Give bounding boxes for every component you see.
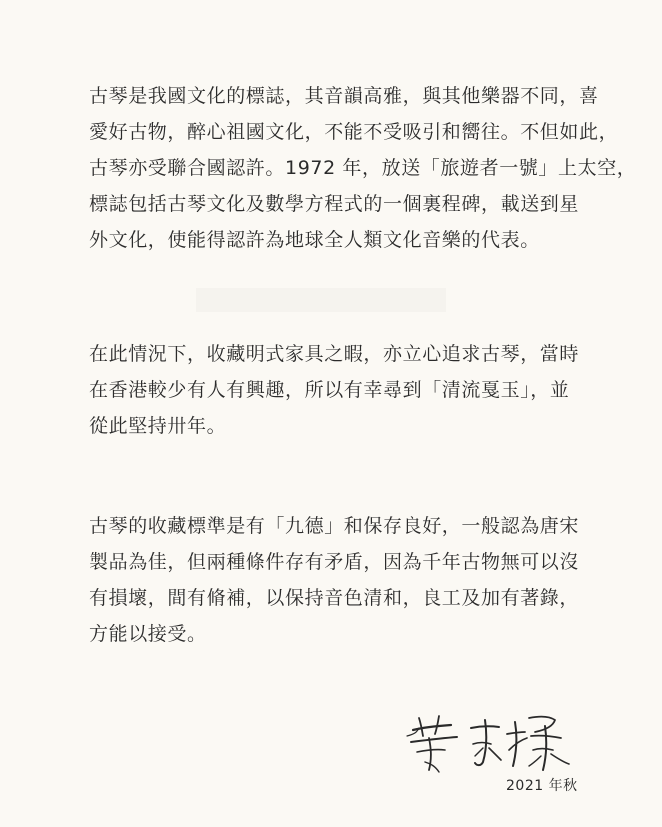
- paragraph-line: 有損壞，間有脩補，以保持音色清和，良工及加有著錄，: [89, 587, 580, 609]
- paragraph-line: 外文化，使能得認許為地球全人類文化音樂的代表。: [89, 229, 540, 251]
- paragraph-line: 在香港較少有人有興趣，所以有幸尋到「清流戛玉」，並: [89, 379, 570, 401]
- handwritten-signature: [405, 700, 585, 780]
- paragraph-3: [89, 508, 589, 652]
- paragraph-line: 古琴是我國文化的標誌，其音韻高雅，與其他樂器不同，喜: [89, 85, 599, 107]
- date-text: 2021 年秋: [506, 778, 578, 794]
- signature-drawing: [405, 700, 585, 780]
- paragraph-line: 方能以接受。: [89, 623, 207, 645]
- paragraph-line: 標誌包括古琴文化及數學方程式的一個裏程碑，載送到星: [89, 193, 580, 215]
- faint-background-mark: [196, 288, 446, 312]
- paragraph-line: 愛好古物，醉心祖國文化，不能不受吸引和嚮往。不但如此，: [89, 121, 619, 143]
- paragraph-line: 製品為佳，但兩種條件存有矛盾，因為千年古物無可以沒: [89, 551, 580, 573]
- paragraph-2: [89, 336, 589, 444]
- paragraph-1: [89, 78, 637, 258]
- paragraph-line: 古琴的收藏標準是有「九德」和保存良好，一般認為唐宋: [89, 515, 580, 537]
- paragraph-line: 在此情況下，收藏明式家具之暇，亦立心追求古琴，當時: [89, 343, 580, 365]
- paragraph-line: 古琴亦受聯合國認許。1972 年，放送「旅遊者一號」上太空，: [89, 157, 637, 179]
- paragraph-line: 從此堅持卅年。: [89, 415, 227, 437]
